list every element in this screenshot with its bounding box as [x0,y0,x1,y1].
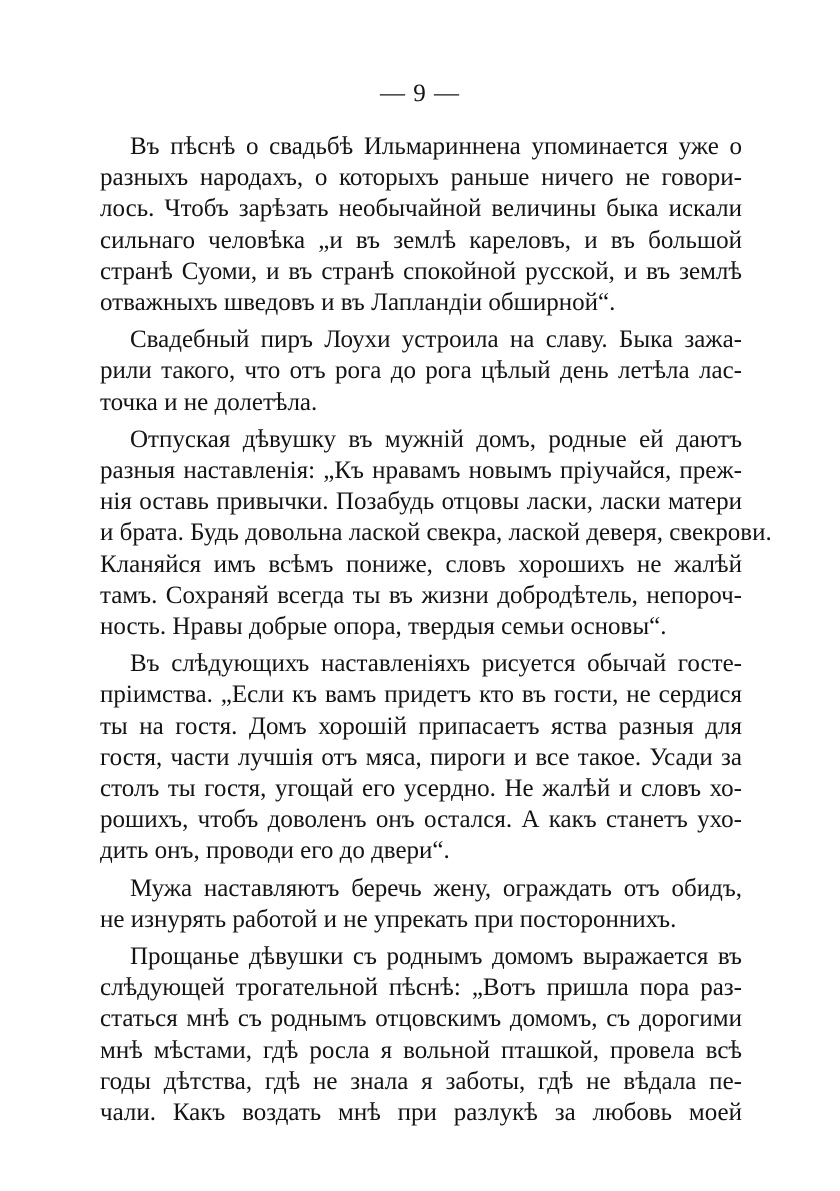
text-line: странѣ Суоми, и въ странѣ спокойной русской, и въ землѣ [100,257,742,285]
text-line: столъ ты гостя, угощай его усердно. Не жалѣй и словъ хо- [100,775,742,803]
text-line: рошихъ, чтобъ доволенъ онъ остался. А какъ станетъ ухо- [100,806,742,834]
text-line: рили такого, что отъ рога до рога цѣлый день летѣла лас- [100,357,742,385]
text-line: слѣдующей трогательной пѣснѣ: „Вотъ пришла пора раз- [100,974,742,1002]
text-line: точка и не долетѣла. [100,388,318,416]
paragraph [100,941,742,1128]
body-text [100,131,772,1134]
text-line: и брата. Будь довольна лаской свекра, лаской деверя, свекрови. [100,519,772,547]
text-line: дить онъ, проводи его до двери“. [100,837,450,865]
paragraph [100,873,742,935]
text-line: отважныхъ шведовъ и въ Лапландіи обширной“. [100,289,616,317]
page-number: — 9 — [380,80,460,107]
text-line: Отпуская дѣвушку въ мужній домъ, родные ей даютъ [130,425,742,453]
paragraph [100,324,742,418]
text-line: ность. Нравы добрые опора, твердыя семьи основы“. [100,613,667,641]
text-line: годы дѣтства, гдѣ не знала я заботы, гдѣ не вѣдала пе- [100,1067,742,1095]
text-line: статься мнѣ съ роднымъ отцовскимъ домомъ, съ дорогими [100,1005,742,1033]
text-line: ты на гостя. Домъ хорошій припасаетъ яства разныя для [100,712,742,740]
text-line: разныхъ народахъ, о которыхъ раньше ничего не говори- [100,164,742,192]
text-line: Въ слѣдующихъ наставленіяхъ рисуется обычай госте- [130,650,742,678]
text-line: лось. Чтобъ зарѣзать необычайной величины быка искали [100,195,742,223]
text-line: Въ пѣснѣ о свадьбѣ Ильмариннена упоминается уже о [130,133,742,160]
text-line: Мужа наставляютъ беречь жену, ограждать отъ обидъ, [130,874,742,902]
text-line: чали. Какъ воздать мнѣ при разлукѣ за любовь моей [100,1099,742,1127]
text-line: сильнаго человѣка „и въ землѣ кареловъ, и въ большой [100,226,742,254]
text-line: тамъ. Сохраняй всегда ты въ жизни добродѣтель, непороч- [100,581,742,609]
text-line: гостя, части лучшія отъ мяса, пироги и все такое. Усади за [100,743,742,771]
paragraph [100,648,742,866]
text-line: разныя наставленія: „Къ нравамъ новымъ пріучайся, преж- [100,457,742,485]
text-line: мнѣ мѣстами, гдѣ росла я вольной пташкой, провела всѣ [100,1036,742,1064]
paragraph [100,424,772,642]
text-line: Кланяйся имъ всѣмъ пониже, словъ хорошихъ не жалѣй [100,550,742,578]
text-line: не изнурять работой и не упрекать при постороннихъ. [100,905,677,933]
text-line: Прощанье дѣвушки съ роднымъ домомъ выражается въ [130,943,742,971]
paragraph [100,131,742,318]
text-line: Свадебный пиръ Лоухи устроила на славу. Быка зажа- [130,326,742,354]
text-line: пріимства. „Если къ вамъ придетъ кто въ гости, не сердися [100,681,742,709]
text-line: нія оставь привычки. Позабудь отцовы ласки, ласки матери [100,488,742,516]
